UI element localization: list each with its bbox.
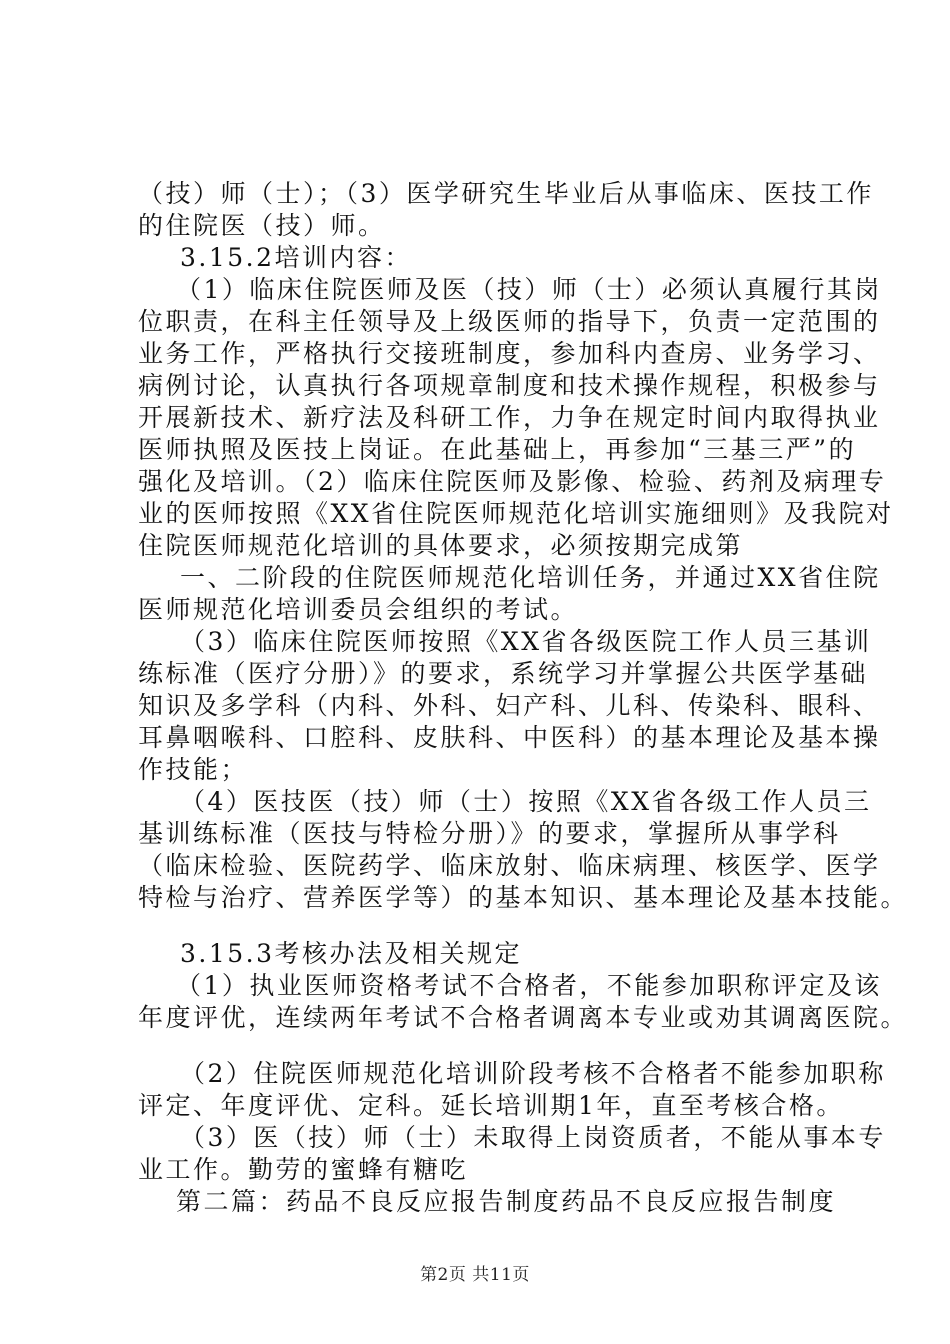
page-footer: 第2页 共11页 <box>420 1265 530 1285</box>
section-heading: 3.15.2培训内容： <box>180 243 413 272</box>
text-line: （2）住院医师规范化培训阶段考核不合格者不能参加职称 <box>180 1059 886 1088</box>
text-line: 业的医师按照《XX省住院医师规范化培训实施细则》及我院对 <box>138 499 894 528</box>
text-line: 业务工作，严格执行交接班制度，参加科内查房、业务学习、 <box>138 339 881 368</box>
text-line: 业工作。勤劳的蜜蜂有糖吃 <box>138 1155 469 1184</box>
text-line: （4）医技医（技）师（士）按照《XX省各级工作人员三 <box>180 787 872 816</box>
text-line: 年度评优，连续两年考试不合格者调离本专业或劝其调离医院。 <box>138 1003 909 1032</box>
text-line: 特检与治疗、营养医学等）的基本知识、基本理论及基本技能。 <box>138 883 909 912</box>
chapter-heading: 第二篇：药品不良反应报告制度药品不良反应报告制度 <box>176 1187 837 1216</box>
text-line: 病例讨论，认真执行各项规章制度和技术操作规程，积极参与 <box>138 371 881 400</box>
text-line: 医师规范化培训委员会组织的考试。 <box>138 595 579 624</box>
text-line: （技）师（士）；（3）医学研究生毕业后从事临床、医技工作 <box>138 179 874 208</box>
text-line: 位职责，在科主任领导及上级医师的指导下，负责一定范围的 <box>138 307 881 336</box>
text-line: 住院医师规范化培训的具体要求，必须按期完成第 <box>138 531 744 560</box>
text-line: 练标准（医疗分册）》的要求，系统学习并掌握公共医学基础 <box>138 659 869 688</box>
text-line: 开展新技术、新疗法及科研工作，力争在规定时间内取得执业 <box>138 403 881 432</box>
text-line: 的住院医（技）师。 <box>138 211 386 240</box>
text-line: （1）临床住院医师及医（技）师（士）必须认真履行其岗 <box>176 275 882 304</box>
text-line: 耳鼻咽喉科、口腔科、皮肤科、中医科）的基本理论及基本操 <box>138 723 881 752</box>
text-line: 知识及多学科（内科、外科、妇产科、儿科、传染科、眼科、 <box>138 691 881 720</box>
text-line: （临床检验、医院药学、临床放射、临床病理、核医学、医学 <box>138 851 881 880</box>
section-heading: 3.15.3考核办法及相关规定 <box>180 939 523 968</box>
text-line: 一、二阶段的住院医师规范化培训任务，并通过XX省住院 <box>180 563 881 592</box>
text-line: 医师执照及医技上岗证。在此基础上，再参加“三基三严”的 <box>138 435 857 464</box>
text-line: 强化及培训。（2）临床住院医师及影像、检验、药剂及病理专 <box>138 467 887 496</box>
text-line: 作技能； <box>138 755 249 784</box>
text-line: （3）医（技）师（士）未取得上岗资质者，不能从事本专 <box>180 1123 886 1152</box>
text-line: （3）临床住院医师按照《XX省各级医院工作人员三基训 <box>180 627 872 656</box>
text-line: 评定、年度评优、定科。延长培训期1年，直至考核合格。 <box>138 1091 844 1120</box>
text-line: （1）执业医师资格考试不合格者，不能参加职称评定及该 <box>176 971 882 1000</box>
text-line: 基训练标准（医技与特检分册）》的要求，掌握所从事学科 <box>138 819 841 848</box>
